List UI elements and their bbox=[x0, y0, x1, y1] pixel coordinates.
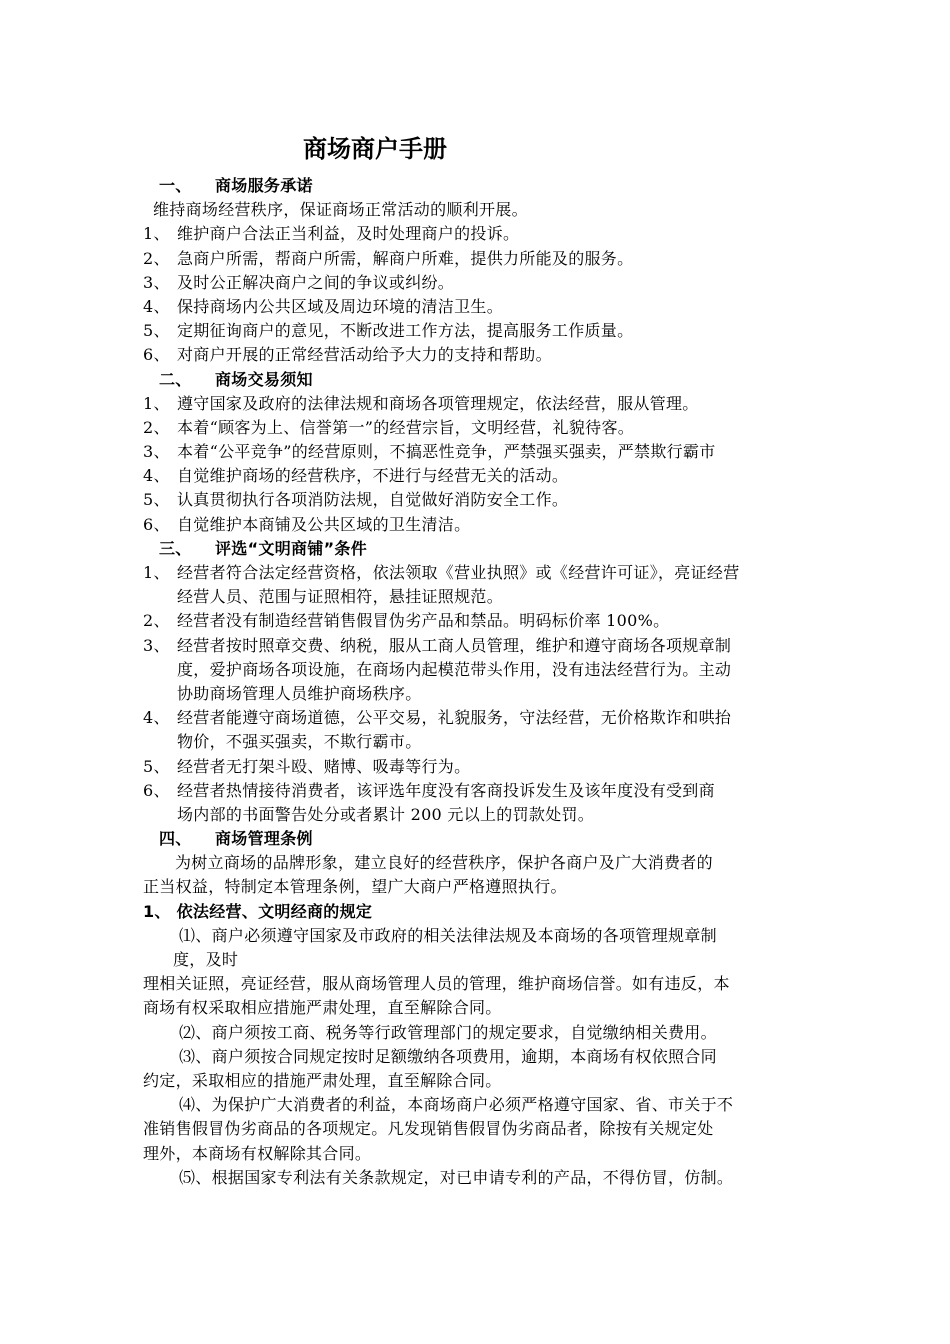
clause-line: ⑴、商户必须遵守国家及市政府的相关法律法规及本商场的各项管理规章制 bbox=[179, 925, 717, 945]
subsection-heading: 1、 依法经营、文明经商的规定 bbox=[143, 901, 373, 921]
list-item: 1、 维护商户合法正当利益，及时处理商户的投诉。 bbox=[143, 224, 520, 244]
section-heading-2: 二、 商场交易须知 bbox=[159, 369, 313, 389]
list-item: 4、 保持商场内公共区域及周边环境的清洁卫生。 bbox=[143, 296, 504, 316]
clause-line: 商场有权采取相应措施严肃处理，直至解除合同。 bbox=[143, 998, 502, 1018]
list-item: 6、 自觉维护本商铺及公共区域的卫生清洁。 bbox=[143, 514, 471, 534]
clause-line: 理外，本商场有权解除其合同。 bbox=[143, 1143, 372, 1163]
list-item: 3、 本着“公平竞争”的经营原则，不搞恶性竞争，严禁强买强卖，严禁欺行霸市 bbox=[143, 442, 716, 462]
list-item: 6、 对商户开展的正常经营活动给予大力的支持和帮助。 bbox=[143, 345, 552, 365]
clause-line: ⑷、为保护广大消费者的利益，本商场商户必须严格遵守国家、省、市关于不 bbox=[179, 1095, 734, 1115]
section-heading-4: 四、 商场管理条例 bbox=[159, 829, 313, 849]
section-heading-3: 三、 评选“文明商铺”条件 bbox=[159, 538, 368, 558]
list-item: 2、 急商户所需，帮商户所需，解商户所难，提供力所能及的服务。 bbox=[143, 248, 634, 268]
list-item: 5、 经营者无打架斗殴、赌博、吸毒等行为。 bbox=[143, 756, 471, 776]
clause-line: 度，及时 bbox=[173, 950, 239, 970]
clause-line: 准销售假冒伪劣商品的各项规定。凡发现销售假冒伪劣商品者，除按有关规定处 bbox=[143, 1119, 714, 1139]
clause-line: ⑶、商户须按合同规定按时足额缴纳各项费用，逾期，本商场有权依照合同 bbox=[179, 1046, 717, 1066]
list-item: 4、 自觉维护商场的经营秩序，不进行与经营无关的活动。 bbox=[143, 466, 569, 486]
list-item: 6、 经营者热情接待消费者，该评选年度没有客商投诉发生及该年度没有受到商 场内部的书面警告处分或者累计 200 元以上的罚款处罚。 bbox=[143, 780, 715, 824]
list-item: 1、 遵守国家及政府的法律法规和商场各项管理规定，依法经营，服从管理。 bbox=[143, 393, 699, 413]
list-item: 3、 经营者按时照章交费、纳税，服从工商人员管理，维护和遵守商场各项规章制 度，爱护商场各项设施，在商场内起模范带头作用，没有违法经营行为。主动 协助商场管理人员维护商场秩序。 bbox=[143, 635, 732, 703]
list-item: 2、 经营者没有制造经营销售假冒伪劣产品和禁品。明码标价率 100%。 bbox=[143, 611, 670, 631]
list-item: 3、 及时公正解决商户之间的争议或纠纷。 bbox=[143, 272, 455, 292]
clause-line: 约定，采取相应的措施严肃处理，直至解除合同。 bbox=[143, 1070, 502, 1090]
clause-line: 理相关证照，亮证经营，服从商场管理人员的管理，维护商场信誉。如有违反，本 bbox=[143, 974, 730, 994]
document-body bbox=[143, 174, 813, 1190]
section-intro-1: 维持商场经营秩序，保证商场正常活动的顺利开展。 bbox=[153, 200, 528, 220]
list-item: 1、 经营者符合法定经营资格，依法领取《营业执照》或《经营许可证》，亮证经营 经营人员、范围与证照相符，悬挂证照规范。 bbox=[143, 563, 740, 607]
clause-line: ⑵、商户须按工商、税务等行政管理部门的规定要求，自觉缴纳相关费用。 bbox=[179, 1022, 717, 1042]
paragraph-line: 为树立商场的品牌形象，建立良好的经营秩序，保护各商户及广大消费者的 bbox=[175, 853, 713, 873]
list-item: 2、 本着“顾客为上、信誉第一”的经营宗旨，文明经营，礼貌待客。 bbox=[143, 417, 635, 437]
page-title: 商场商户手册 bbox=[303, 135, 447, 163]
section-heading-1: 一、 商场服务承诺 bbox=[159, 176, 313, 195]
list-item: 5、 定期征询商户的意见，不断改进工作方法，提高服务工作质量。 bbox=[143, 321, 634, 341]
list-item: 4、 经营者能遵守商场道德，公平交易，礼貌服务，守法经营，无价格欺诈和哄抬 物价，不强买强卖，不欺行霸市。 bbox=[143, 708, 732, 752]
paragraph-line: 正当权益，特制定本管理条例，望广大商户严格遵照执行。 bbox=[143, 877, 567, 897]
clause-line: ⑸、根据国家专利法有关条款规定，对已申请专利的产品，不得仿冒，仿制。 bbox=[179, 1167, 734, 1187]
list-item: 5、 认真贯彻执行各项消防法规，自觉做好消防安全工作。 bbox=[143, 490, 569, 510]
